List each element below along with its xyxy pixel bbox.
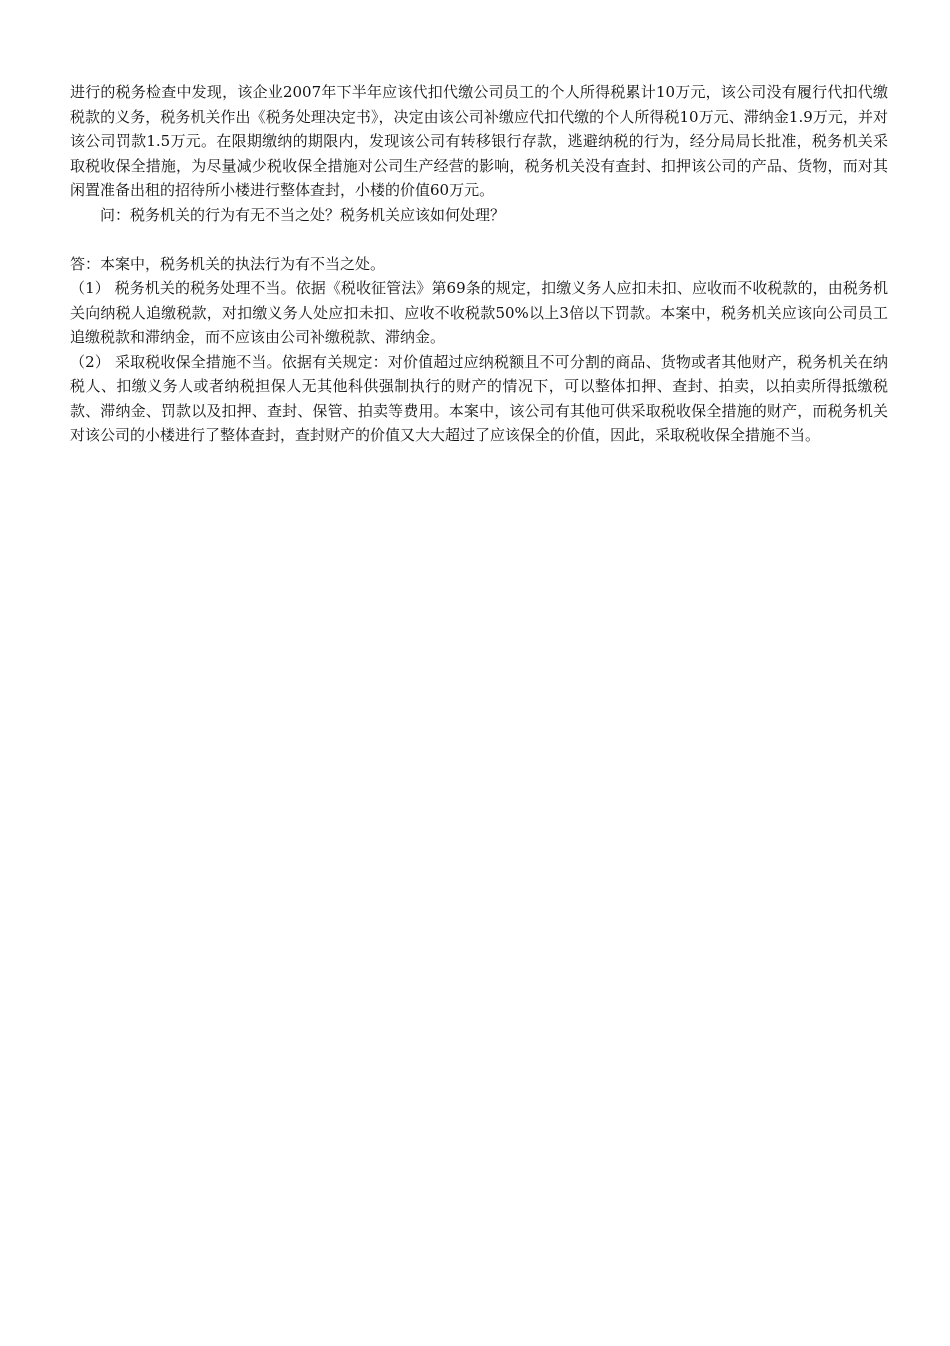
answer-point-1: （1） 税务机关的税务处理不当。依据《税收征管法》第69条的规定，扣缴义务人应扣未扣、应收而不收税款的，由税务机关向纳税人追缴税款，对扣缴义务人处应扣未扣、应收不收税款50%以上3倍以下罚款。本案中，税务机关应该向公司员工追缴税款和滞纳金，而不应该由公司补缴税款、滞纳金。 <box>70 279 888 346</box>
case-question: 问：税务机关的行为有无不当之处？税务机关应该如何处理？ <box>100 205 506 224</box>
blank-line <box>70 227 888 252</box>
case-facts-paragraph: 进行的税务检查中发现，该企业2007年下半年应该代扣代缴公司员工的个人所得税累计10万元，该公司没有履行代扣代缴税款的义务，税务机关作出《税务处理决定书》，决定由该公司补缴应代扣代缴的个人所得税10万元、滞纳金1.9万元，并对该公司罚款1.5万元。在限期缴纳的期限内，发现该公司有转移银行存款，逃避纳税的行为，经分局局长批准，税务机关采取税收保全措施，为尽量减少税收保全措施对公司生产经营的影响，税务机关没有查封、扣押该公司的产品、货物，而对其闲置准备出租的招待所小楼进行整体查封，小楼的价值60万元。 <box>70 83 888 199</box>
answer-intro: 答：本案中，税务机关的执法行为有不当之处。 <box>70 254 386 273</box>
answer-point-2: （2） 采取税收保全措施不当。依据有关规定：对价值超过应纳税额且不可分割的商品、货物或者其他财产，税务机关在纳税人、扣缴义务人或者纳税担保人无其他科供强制执行的财产的情况下，可以整体扣押、查封、拍卖，以拍卖所得抵缴税款、滞纳金、罚款以及扣押、查封、保管、拍卖等费用。本案中，该公司有其他可供采取税收保全措施的财产，而税务机关对该公司的小楼进行了整体查封，查封财产的价值又大大超过了应该保全的价值，因此，采取税收保全措施不当。 <box>70 352 888 444</box>
document-page <box>70 80 888 448</box>
